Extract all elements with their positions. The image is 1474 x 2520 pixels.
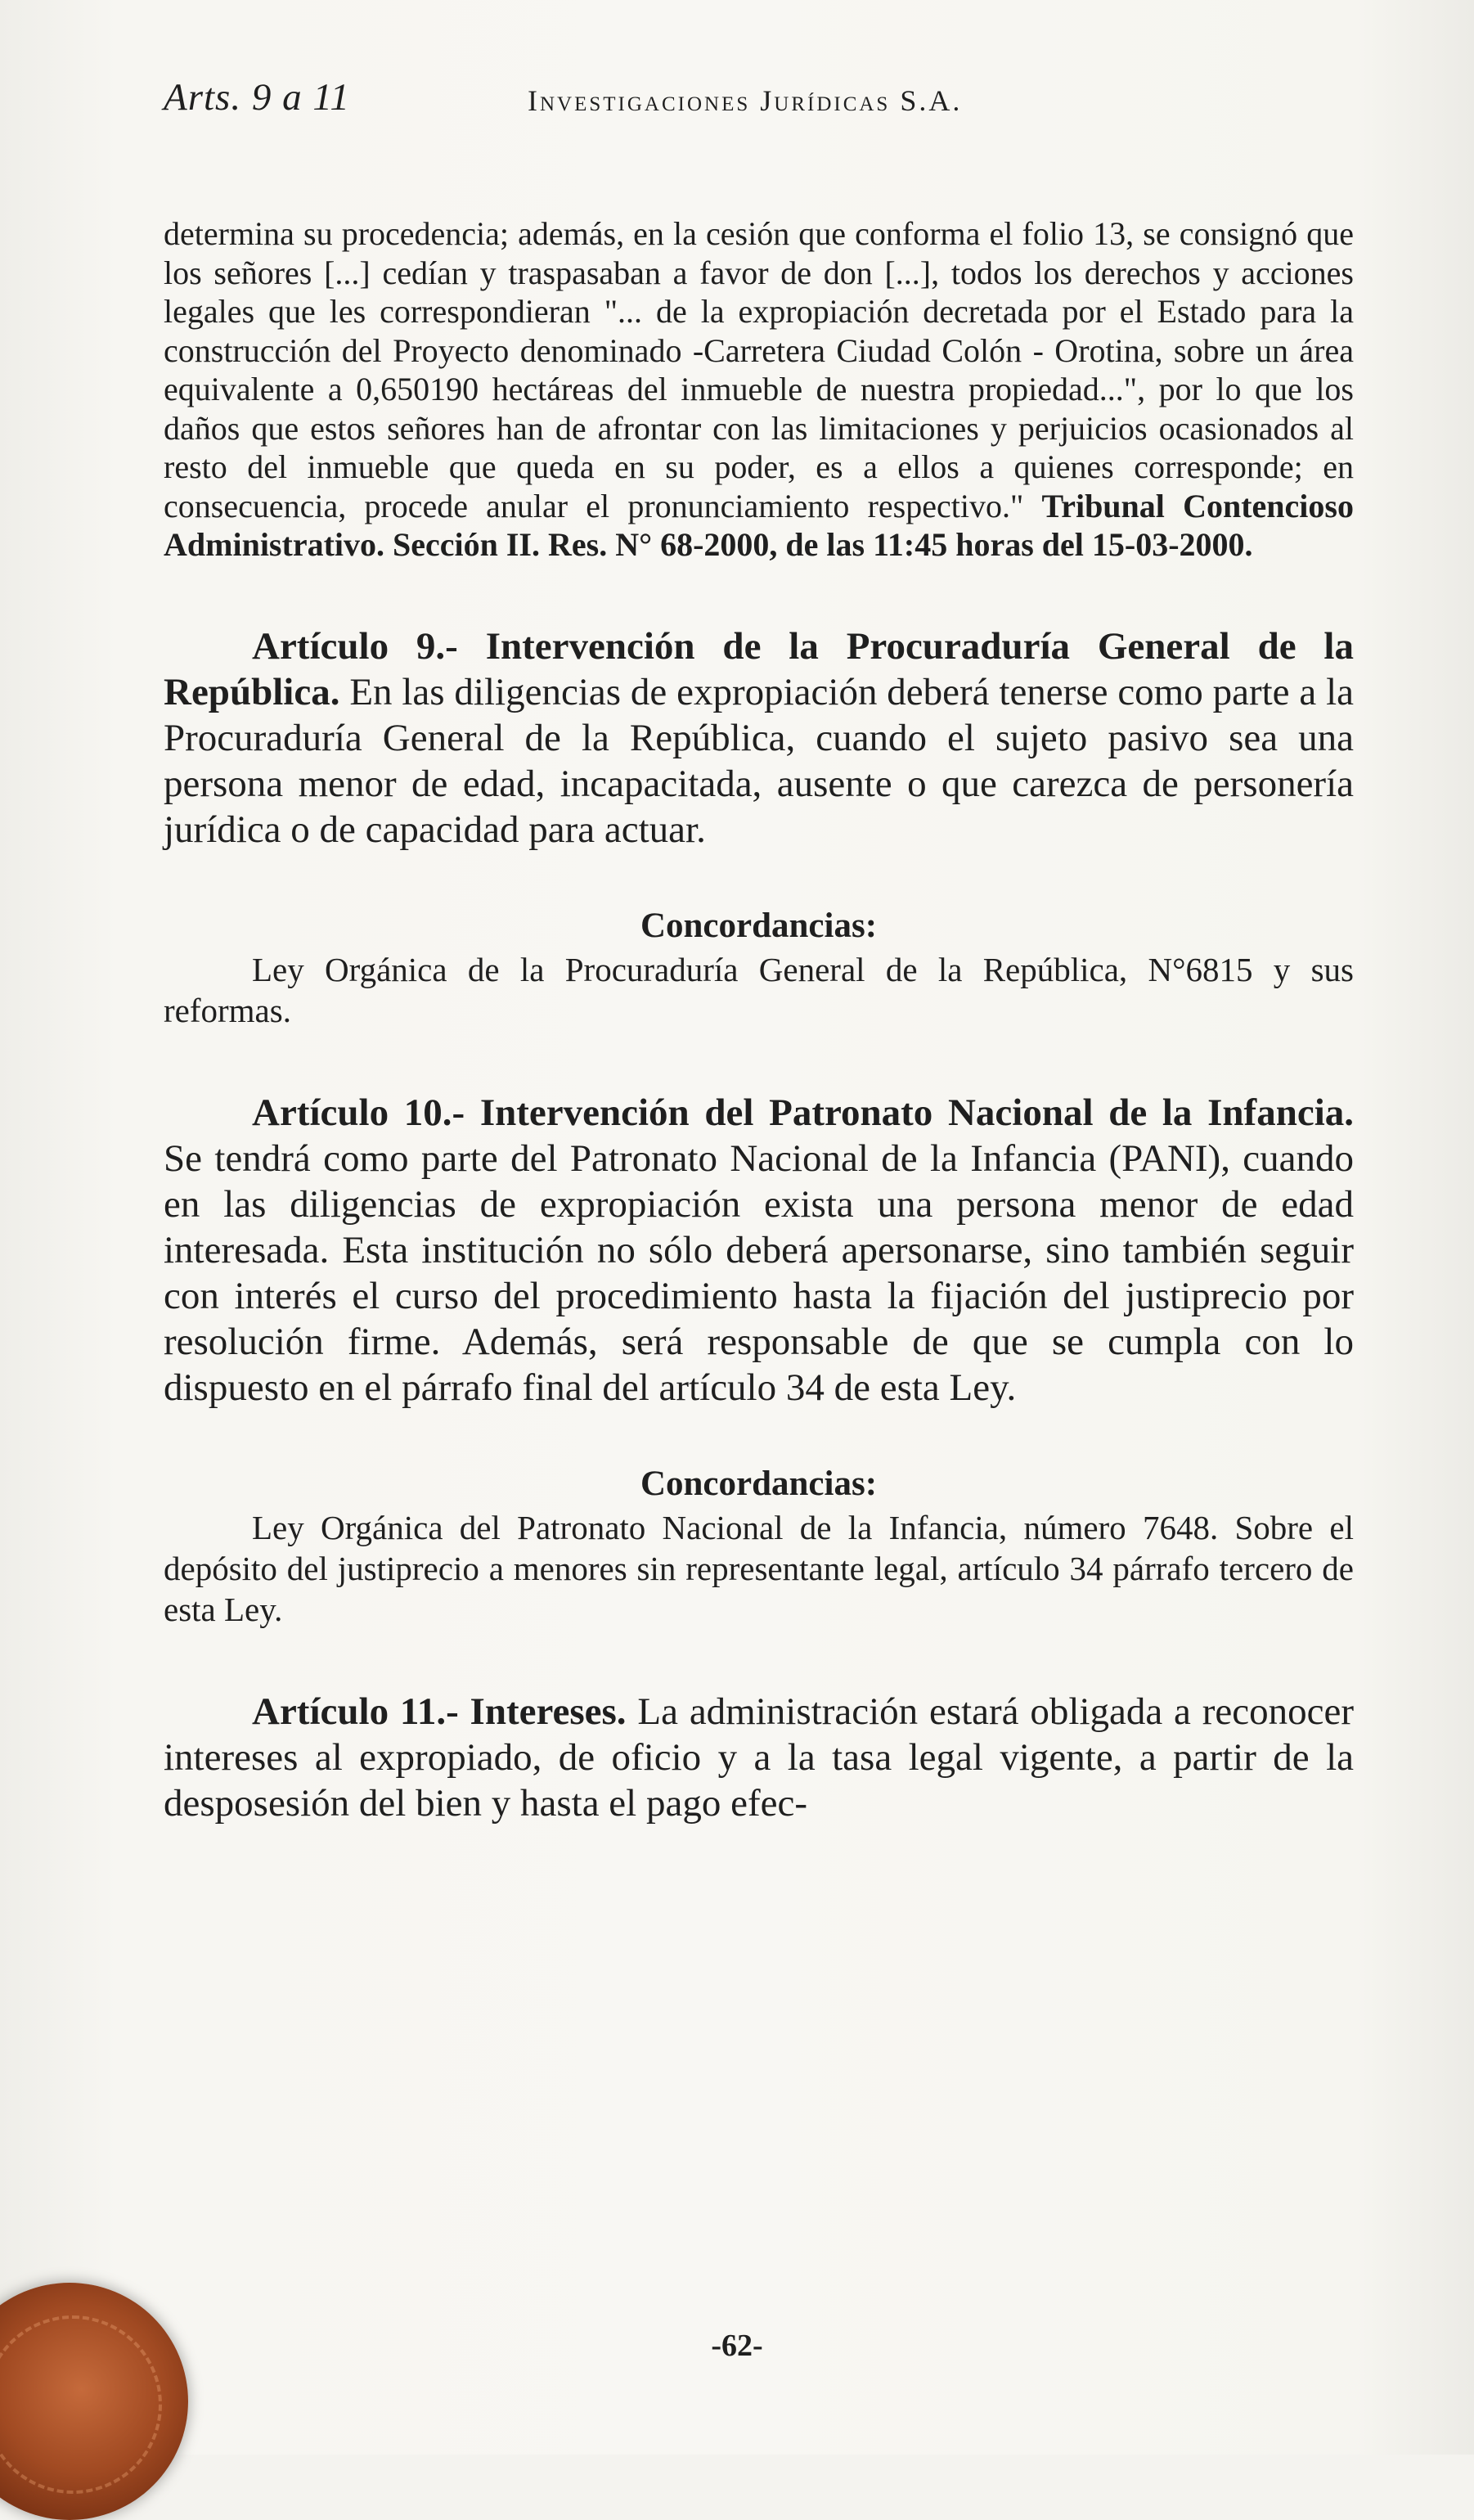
page-number: -62- <box>711 2329 763 2363</box>
page-content <box>164 214 1354 1826</box>
article-9 <box>164 623 1354 853</box>
article-11-title: Artículo 11.- Intereses. <box>252 1690 627 1733</box>
article-10 <box>164 1090 1354 1411</box>
intro-paragraph <box>164 214 1354 565</box>
running-header <box>164 75 1350 141</box>
article-9-title: Artículo 9.- Intervención de la Procuraduría General de la República. <box>164 624 1354 713</box>
article-10-concordancias-title: Concordancias: <box>640 1464 878 1503</box>
intro-text: determina su procedencia; además, en la cesión que conforma el folio 13, se consignó que los señores [...] cedían y traspasaban a favor de don [...], todos los derechos y acciones legales que les correspondieran "... de la expropiación decretada por el Estado para la construcción del Proyecto denominado -Carretera Ciudad Colón - Orotina, sobre un área equivalente a 0,650190 hectáreas del inmueble de nuestra propiedad...", por lo que los daños que estos señores han de afrontar con las limitaciones y perjuicios ocasionados al resto del inmueble que queda en su poder, es a ellos a quienes corresponde; en consecuencia, procede anular el pronunciamiento respectivo." <box>164 215 1354 524</box>
article-11-body: La administración estará obligada a reconocer intereses al expropiado, de oficio y a la tasa legal vigente, a partir de la desposesión del bien y hasta el pago efec- <box>164 1690 1354 1825</box>
article-10-title: Artículo 10.- Intervención del Patronato Nacional de la Infancia. <box>252 1091 1354 1134</box>
article-10-body: Se tendrá como parte del Patronato Nacional de la Infancia (PANI), cuando en las diligencias de expropiación exista una persona menor de edad interesada. Esta institución no sólo deberá apersonarse, sino también seguir con interés el curso del procedimiento hasta la fijación del justiprecio por resolución firme. Además, será responsable de que se cumpla con lo dispuesto en el párrafo final del artículo 34 de esta Ley. <box>164 1136 1354 1409</box>
coin-rim <box>0 2315 162 2494</box>
article-9-body: En las diligencias de expropiación deberá tenerse como parte a la Procuraduría General de la República, cuando el sujeto pasivo sea una persona menor de edad, incapacitada, ausente o que carezca de personería jurídica o de capacidad para actuar. <box>164 670 1355 851</box>
header-article-range: Arts. 9 a 11 <box>164 76 350 119</box>
coin-object <box>0 2283 188 2520</box>
article-9-concordancias: Ley Orgánica de la Procuraduría General de la República, N°6815 y sus reformas. <box>164 950 1354 1029</box>
article-10-concordancias: Ley Orgánica del Patronato Nacional de la Infancia, número 7648. Sobre el depósito del justiprecio a menores sin representante legal, artículo 34 párrafo tercero de esta Ley. <box>164 1508 1354 1628</box>
intro-citation: Tribunal Contencioso Administrativo. Sección II. Res. N° 68-2000, de las 11:45 horas del 15-03-2000. <box>164 487 1354 563</box>
header-publisher: Investigaciones Jurídicas S.A. <box>528 84 963 117</box>
article-11 <box>164 1689 1354 1826</box>
article-9-concordancias-title: Concordancias: <box>640 906 878 945</box>
